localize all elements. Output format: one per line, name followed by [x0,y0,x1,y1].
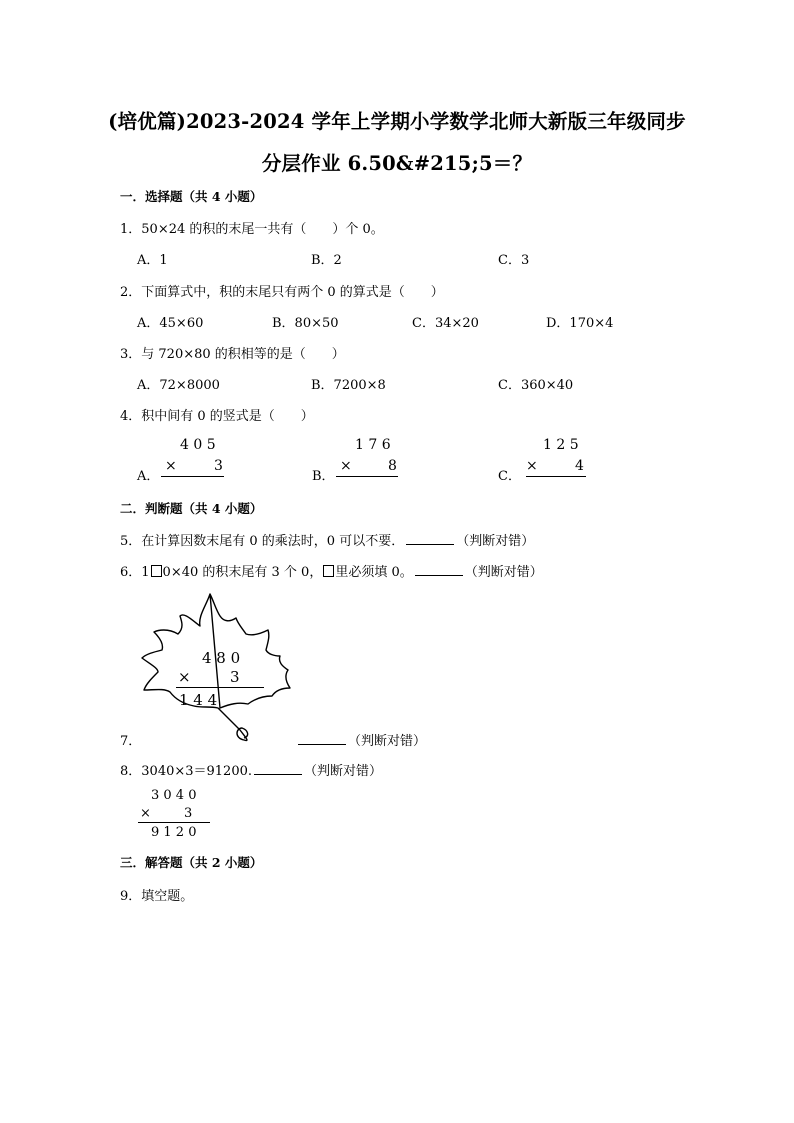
question-9: 9．填空题。 [120,889,194,904]
question-2: 2．下面算式中，积的末尾只有两个 0 的算式是（ ） [120,285,444,300]
title-line-2: 分层作业 6.50&#215;5＝？ [261,152,533,175]
q4c-rule [526,476,586,477]
q6-suffix: （判断对错） [464,565,543,580]
q1-option-a[interactable]: A．1 [137,253,168,268]
q8-top-number: 3 0 4 0 [151,788,197,803]
q8-result: 9 1 2 0 [151,825,197,840]
leaf-times-sign: × [178,668,191,686]
q6-text-start: 6．1 [120,565,150,580]
question-7 [296,730,426,749]
leaf-top-number: 4 8 0 [202,649,241,667]
q3-option-b[interactable]: B．7200×8 [311,378,386,393]
q2-option-d[interactable]: D．170×4 [546,316,614,331]
q2-option-b[interactable]: B．80×50 [272,316,339,331]
question-4: 4．积中间有 0 的竖式是（ ） [120,409,314,424]
q4a-rule [161,476,224,477]
q1-option-b[interactable]: B．2 [311,253,342,268]
section-choice-heading: 一．选择题（共 4 小题） [120,189,263,204]
q5-text: 5．在计算因数末尾有 0 的乘法时，0 可以不要． [120,534,405,549]
q8-times-sign: × [140,806,151,821]
question-7-number: 7． [120,734,142,749]
q4b-times-sign: × [340,458,352,474]
question-6 [120,561,543,580]
q4-option-b[interactable] [312,437,412,482]
q8-answer-blank[interactable] [254,762,302,775]
q4a-multiplier: 3 [214,458,223,474]
q2-option-a[interactable]: A．45×60 [137,316,204,331]
q4b-multiplier: 8 [388,458,397,474]
leaf-multiplier: 3 [230,668,240,686]
q4c-multiplier: 4 [575,458,584,474]
q6-text-mid2: 里必须填 0。 [335,565,413,580]
question-3: 3．与 720×80 的积相等的是（ ） [120,347,345,362]
q4b-top-number: 1 7 6 [355,437,391,453]
q8-suffix: （判断对错） [304,764,383,779]
q8-calculation [138,788,228,844]
section-judge-heading: 二．判断题（共 4 小题） [120,501,263,516]
question-1: 1．50×24 的积的末尾一共有（ ）个 0。 [120,222,384,237]
q6-text-mid: 0×40 的积末尾有 3 个 0， [162,565,323,580]
section-answer-heading: 三．解答题（共 2 小题） [120,855,263,870]
q3-option-c[interactable]: C．360×40 [498,378,574,393]
q4c-top-number: 1 2 5 [543,437,579,453]
q4b-label: B． [312,469,335,484]
q4a-top-number: 4 0 5 [180,437,216,453]
q8-text: 8．3040×3＝91200. [120,764,253,779]
q5-suffix: （判断对错） [456,534,535,549]
question-5 [120,530,534,549]
q5-answer-blank[interactable] [406,532,454,545]
q4a-label: A． [137,469,160,484]
q3-option-a[interactable]: A．72×8000 [137,378,220,393]
q8-multiplier: 3 [184,806,193,821]
q1-option-c[interactable]: C．3 [498,253,530,268]
leaf-result: 1 4 4 [179,691,218,709]
leaf-calculation [172,649,272,715]
q4-option-a[interactable] [137,437,237,482]
q2-option-c[interactable]: C．34×20 [412,316,479,331]
q7-suffix: （判断对错） [348,734,427,749]
q4b-rule [336,476,398,477]
q7-answer-blank[interactable] [298,732,346,745]
q6-digit-box-2 [323,565,334,577]
q4-option-c[interactable] [498,437,598,482]
q6-answer-blank[interactable] [415,563,463,576]
q4c-label: C． [498,469,521,484]
q8-rule [138,822,210,823]
leaf-rule [176,687,264,688]
title-line-1: (培优篇)2023-2024 学年上学期小学数学北师大新版三年级同步 [108,110,686,133]
q6-digit-box [151,565,162,577]
question-8 [120,760,382,779]
q4c-times-sign: × [526,458,538,474]
q4a-times-sign: × [165,458,177,474]
